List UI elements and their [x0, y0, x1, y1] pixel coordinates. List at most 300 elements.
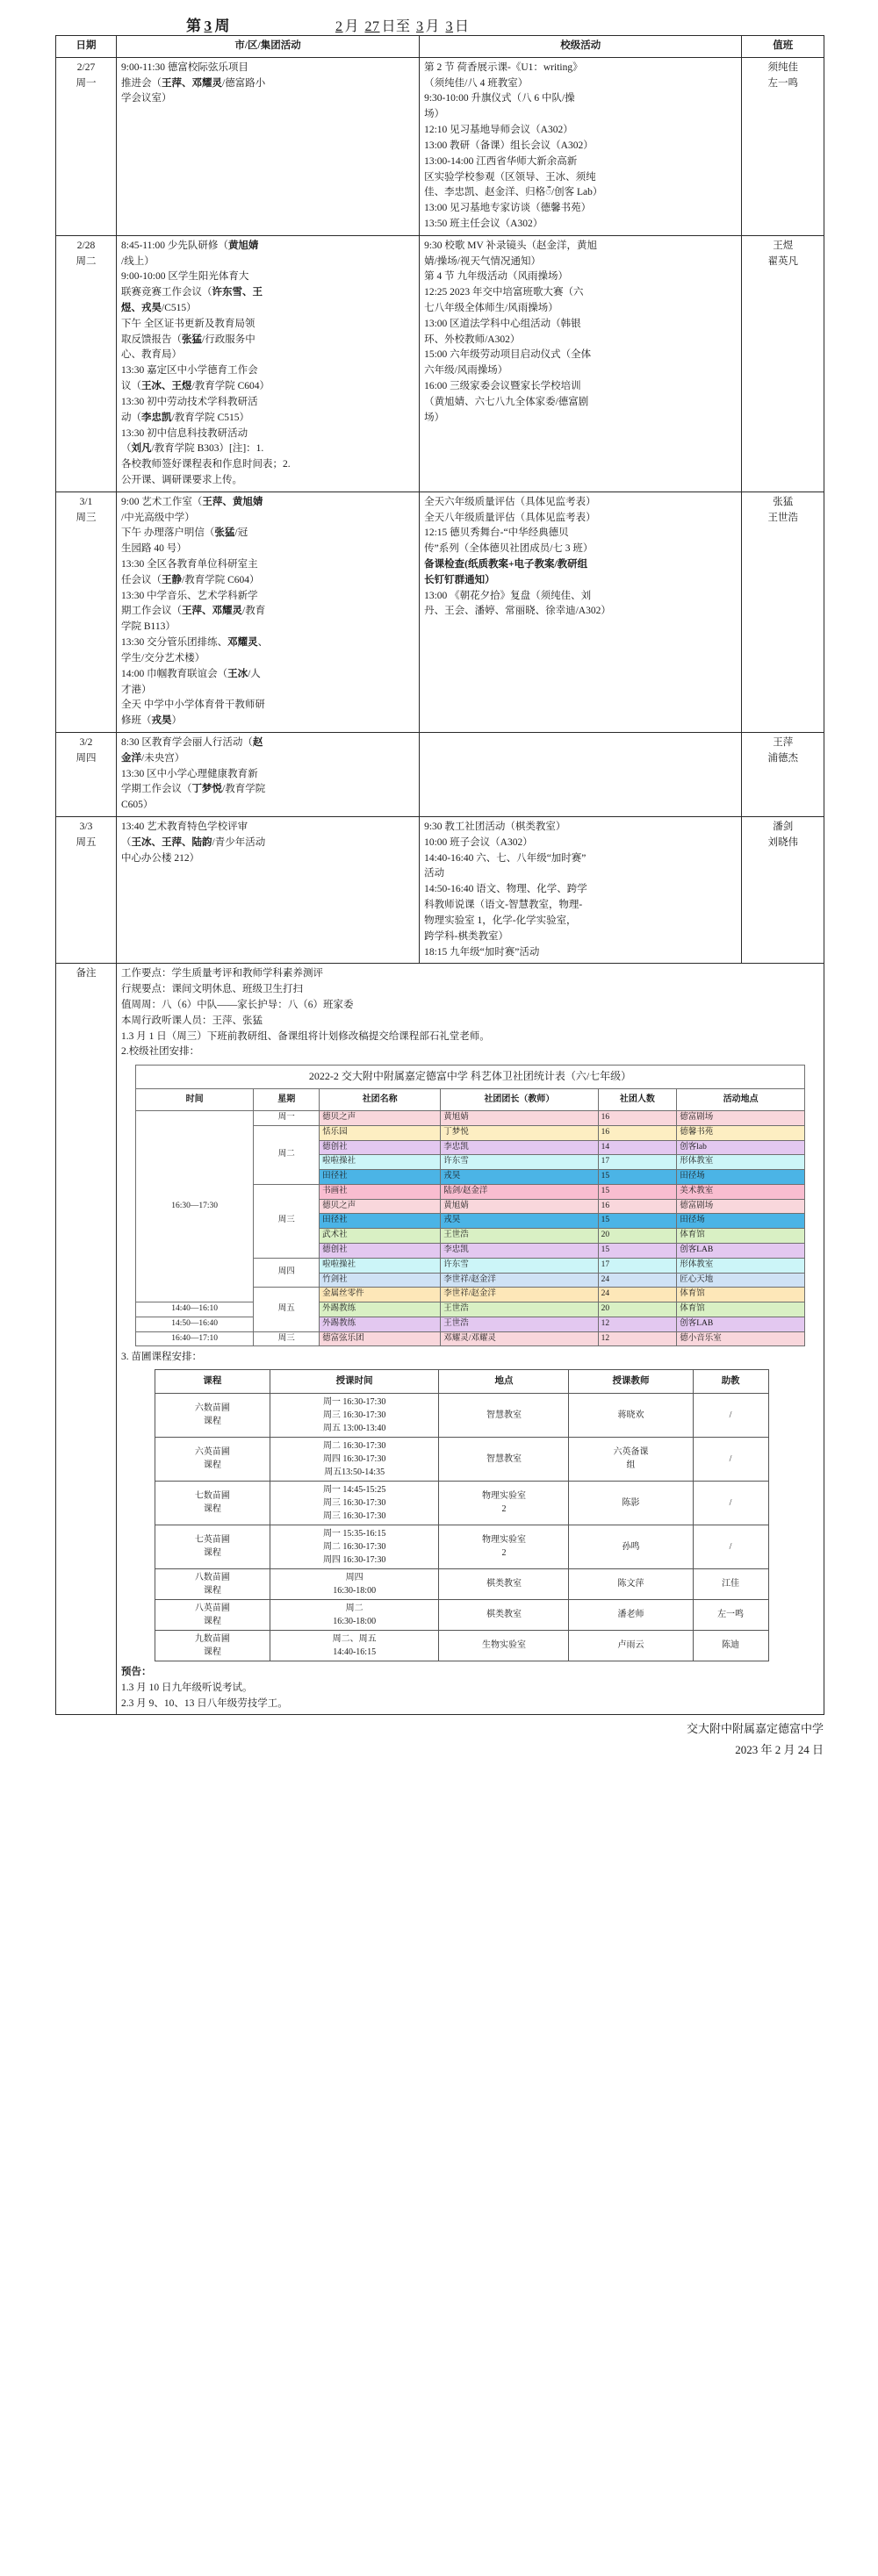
activity-line: 公开课、调研课要求上传。 — [121, 474, 243, 485]
course-row — [155, 1393, 769, 1437]
forecast-title: 预告： — [121, 1666, 152, 1677]
course-time — [270, 1393, 439, 1437]
activity-line: 13:30 区中小学心理健康教育新 — [121, 768, 258, 779]
cell-city-activity — [117, 817, 420, 964]
course-time — [270, 1630, 439, 1661]
activity-line: 9:30 教工社团活动（棋类教室） — [424, 822, 566, 832]
course-row — [155, 1481, 769, 1525]
course-name-line: 课程 — [203, 1417, 221, 1427]
club-place: 形体教室 — [677, 1155, 805, 1170]
course-assistant-line: / — [729, 1453, 732, 1464]
activity-line: C605） — [121, 800, 154, 811]
activity-line: 13:00 见习基地专家访谈（德馨书苑） — [424, 203, 592, 214]
club-leader: 许东雪 — [441, 1155, 598, 1170]
duty-name: 翟英凡 — [767, 255, 798, 267]
activity-line: 期工作会议（王萍、邓耀灵/教育 — [121, 606, 266, 617]
club-col-time: 时间 — [135, 1088, 253, 1111]
club-name: 外踢教练 — [320, 1302, 441, 1317]
club-place: 体育馆 — [677, 1229, 805, 1244]
club-count: 12 — [598, 1331, 677, 1346]
forecast-block — [121, 1665, 819, 1711]
course-assistant — [693, 1630, 768, 1661]
activity-line: （须纯佳/八 4 班教室） — [424, 77, 529, 89]
course-time — [270, 1481, 439, 1525]
course-time-line: 周三 16:30-17:30 — [322, 1497, 386, 1508]
date-line: 周四 — [76, 752, 97, 764]
activity-line: 18:15 九年级“加时赛”活动 — [424, 946, 540, 958]
course-name-line: 课程 — [203, 1504, 221, 1515]
course-teacher — [569, 1393, 693, 1437]
activity-line: 议（王冰、王煜/教育学院 C604） — [121, 381, 270, 392]
club-row — [135, 1331, 804, 1346]
course-name-line: 六英苗圃 — [194, 1447, 230, 1458]
activity-line: 婧/操场/视天气情况通知） — [424, 255, 541, 267]
activity-line: 13:30 全区各教育单位科研室主 — [121, 559, 258, 570]
course-section-note: 3. 苗圃课程安排： — [121, 1352, 203, 1363]
duty-name: 王萍 — [773, 736, 794, 748]
cell-city-activity — [117, 732, 420, 816]
course-time-line: 周一 15:35-16:15 — [322, 1528, 386, 1539]
course-teacher — [569, 1599, 693, 1630]
course-name-line: 课程 — [203, 1460, 221, 1471]
club-place: 匠心天地 — [677, 1273, 805, 1288]
course-name-line: 八英苗圃 — [194, 1603, 230, 1613]
course-assistant — [693, 1525, 768, 1568]
activity-line: /线上） — [121, 255, 155, 267]
club-place: 体育馆 — [677, 1288, 805, 1302]
course-place-line: 物理实验室 — [481, 1491, 526, 1502]
club-count: 15 — [598, 1170, 677, 1185]
club-name: 外踢教练 — [320, 1317, 441, 1331]
course-assistant — [693, 1599, 768, 1630]
course-name-line: 六数苗圃 — [194, 1403, 230, 1414]
club-leader: 王世浩 — [441, 1317, 598, 1331]
course-name — [155, 1481, 270, 1525]
club-table-body — [135, 1111, 804, 1346]
activity-line: 13:30 嘉定区中小学德育工作会 — [121, 365, 258, 377]
club-count: 12 — [598, 1317, 677, 1331]
forecast-line: 2.3 月 9、10、13 日八年级劳技学工。 — [121, 1697, 288, 1709]
course-assistant — [693, 1393, 768, 1437]
course-time-line: 周一 16:30-17:30 — [322, 1396, 386, 1407]
activity-line: 第 4 节 九年级活动（风雨操场） — [424, 271, 568, 283]
course-time-line: 14:40-16:15 — [333, 1647, 377, 1657]
club-count: 24 — [598, 1273, 677, 1288]
club-name: 德创社 — [320, 1243, 441, 1258]
club-col-name: 社团名称 — [320, 1088, 441, 1111]
course-assistant — [693, 1437, 768, 1481]
forecast-line: 1.3 月 10 日九年级听说考试。 — [121, 1682, 253, 1693]
document-footer — [54, 1719, 843, 1760]
activity-line: 9:00-11:30 德富校际弦乐项目 — [121, 61, 248, 73]
activity-line: 13:30 初中劳动技术学科教研活 — [121, 396, 258, 407]
activity-line: 15:00 六年级劳动项目启动仪式（全体 — [424, 349, 592, 361]
duty-name: 刘晓伟 — [767, 836, 798, 848]
course-assistant — [693, 1481, 768, 1525]
activity-line: 学会议室） — [121, 93, 172, 104]
activity-line: 14:40-16:40 六、七、八年级“加时赛” — [424, 852, 587, 864]
club-count: 16 — [598, 1125, 677, 1140]
club-weekday: 周一 — [254, 1111, 320, 1126]
activity-line: 13:00-14:00 江西省华师大新余高新 — [424, 155, 578, 167]
duty-name: 左一鸣 — [767, 77, 798, 89]
course-name-line: 八数苗圃 — [194, 1572, 230, 1582]
course-name-line: 课程 — [203, 1585, 221, 1596]
activity-line: 13:30 初中信息科技教研活动 — [121, 427, 248, 439]
course-time-line: 周四 16:30-17:30 — [322, 1453, 386, 1464]
club-weekday: 周三 — [254, 1184, 320, 1258]
activity-line: 下午 全区证书更新及教育局领 — [121, 318, 255, 329]
activity-line: 9:00-10:00 区学生阳光体育大 — [121, 271, 249, 283]
col-date: 日期 — [56, 36, 117, 58]
club-count: 20 — [598, 1229, 677, 1244]
duty-name: 张猛 — [773, 496, 794, 507]
weekly-schedule-table — [55, 35, 824, 1715]
activity-line: 下午 办理落户明信（张猛/冠 — [121, 527, 248, 539]
activity-line: 才港） — [121, 684, 152, 695]
course-row — [155, 1525, 769, 1568]
activity-line: 长钉钉群通知） — [424, 574, 495, 585]
course-header-row — [155, 1370, 769, 1394]
club-place: 体育馆 — [677, 1302, 805, 1317]
club-weekday: 周五 — [254, 1288, 320, 1331]
club-leader: 李忠凯 — [441, 1140, 598, 1155]
remark-line: 行规要点：课间文明休息、班级卫生打扫 — [121, 984, 304, 995]
cell-date — [56, 235, 117, 492]
table-body — [56, 57, 824, 964]
activity-line: 9:30-10:00 升旗仪式（八 6 中队/操 — [424, 93, 575, 104]
course-name — [155, 1393, 270, 1437]
club-name: 竹剑社 — [320, 1273, 441, 1288]
activity-line: 修班（戎昊） — [121, 715, 183, 727]
club-leader: 丁梦悦 — [441, 1125, 598, 1140]
course-teacher-line: 卢雨云 — [617, 1640, 644, 1651]
activity-line: 12:10 见习基地导师会议（A302） — [424, 125, 573, 136]
course-name — [155, 1630, 270, 1661]
date-line: 周二 — [76, 255, 97, 267]
course-time-line: 16:30-18:00 — [333, 1616, 377, 1626]
duty-name: 王煜 — [773, 240, 794, 251]
club-name: 啦啦操社 — [320, 1155, 441, 1170]
remarks-row — [56, 964, 824, 1715]
date-line: 3/3 — [79, 822, 93, 832]
club-leader: 黄旭婧 — [441, 1199, 598, 1214]
course-place — [439, 1481, 569, 1525]
col-city-activity: 市/区/集团活动 — [117, 36, 420, 58]
activity-line: 13:40 艺术教育特色学校评审 — [121, 822, 248, 832]
club-name: 德富弦乐团 — [320, 1331, 441, 1346]
course-name-line: 课程 — [203, 1548, 221, 1559]
course-time-line: 周三 16:30-17:30 — [322, 1410, 386, 1420]
club-place: 田径场 — [677, 1170, 805, 1185]
activity-line: 8:30 区教育学会丽人行活动（赵 — [121, 736, 263, 748]
club-leader: 王世浩 — [441, 1302, 598, 1317]
activity-line: 中心办公楼 212） — [121, 852, 200, 864]
activity-line: 推进会（王萍、邓耀灵/德富路小 — [121, 77, 266, 89]
club-weekday: 周四 — [254, 1258, 320, 1288]
course-col-assist: 助教 — [693, 1370, 768, 1394]
course-teacher — [569, 1630, 693, 1661]
date-line: 2/28 — [76, 240, 96, 251]
remarks-intro — [121, 966, 819, 1060]
course-time-line: 周四 16:30-17:30 — [322, 1554, 386, 1565]
club-weekday: 周三 — [254, 1331, 320, 1346]
nursery-course-table — [155, 1369, 769, 1661]
cell-duty — [742, 492, 824, 732]
activity-line: 传”系列（全体德贝社团成员/七 3 班） — [424, 543, 594, 555]
table-header-row — [56, 36, 824, 58]
club-time: 16:40—17:10 — [135, 1331, 253, 1346]
course-name — [155, 1568, 270, 1599]
week-label: 第 3 周 — [186, 18, 230, 34]
course-place — [439, 1437, 569, 1481]
activity-line: 12:15 德贝秀舞台-“中华经典德贝 — [424, 527, 569, 539]
club-place: 德富剧场 — [677, 1199, 805, 1214]
club-count: 15 — [598, 1214, 677, 1229]
course-place — [439, 1630, 569, 1661]
course-col-place: 地点 — [439, 1370, 569, 1394]
course-col-teacher: 授课教师 — [569, 1370, 693, 1394]
club-count: 20 — [598, 1302, 677, 1317]
club-name: 德贝之声 — [320, 1199, 441, 1214]
club-place: 德小音乐室 — [677, 1331, 805, 1346]
course-time-line: 周一 14:45-15:25 — [322, 1484, 386, 1495]
activity-line: 六年级/风雨操场） — [424, 365, 508, 377]
date-line: 3/2 — [79, 736, 93, 748]
club-place: 德馨书苑 — [677, 1125, 805, 1140]
club-row — [135, 1317, 804, 1331]
club-col-place: 活动地点 — [677, 1088, 805, 1111]
club-time: 14:50—16:40 — [135, 1317, 253, 1331]
club-leader: 陆剑/赵金洋 — [441, 1184, 598, 1199]
club-name: 田径社 — [320, 1214, 441, 1229]
club-name: 武术社 — [320, 1229, 441, 1244]
course-assistant-line: 左一鸣 — [717, 1610, 745, 1620]
club-title-row — [135, 1066, 804, 1088]
course-place — [439, 1525, 569, 1568]
course-teacher-line: 孙鸣 — [622, 1541, 640, 1552]
club-count: 17 — [598, 1155, 677, 1170]
activity-line: 第 2 节 荷香展示课-《U1：writing》 — [424, 61, 583, 73]
course-time-line: 周二 16:30-17:30 — [322, 1541, 386, 1552]
course-time-line: 周二、周五 — [332, 1633, 377, 1644]
course-place-line: 2 — [501, 1548, 507, 1559]
activity-line: /中光高级中学） — [121, 512, 195, 523]
col-school-activity: 校级活动 — [420, 36, 742, 58]
course-table-body — [155, 1393, 769, 1661]
remarks-content — [117, 964, 824, 1715]
course-assistant-line: / — [729, 1497, 732, 1508]
club-name: 啦啦操社 — [320, 1258, 441, 1273]
cell-date — [56, 817, 117, 964]
course-teacher-line: 六英备课 — [613, 1447, 649, 1458]
club-name: 金属丝零件 — [320, 1288, 441, 1302]
footer-organization: 交大附中附属嘉定德富中学 — [686, 1722, 824, 1736]
course-assistant-line: / — [729, 1410, 732, 1420]
course-time-line: 周二 — [345, 1603, 363, 1613]
document-header — [54, 5, 825, 35]
club-count: 14 — [598, 1140, 677, 1155]
club-table-title: 2022-2 交大附中附属嘉定德富中学 科艺体卫社团统计表（六/七年级） — [135, 1066, 804, 1088]
activity-line: （王冰、王萍、陆韵/青少年活动 — [121, 836, 266, 848]
club-name: 恬乐园 — [320, 1125, 441, 1140]
course-name-line: 七英苗圃 — [194, 1535, 230, 1546]
course-place-line: 棋类教室 — [486, 1610, 522, 1620]
remarks-label: 备注 — [56, 964, 117, 1715]
activity-line: 科教师说课（语文-智慧教室，物理- — [424, 900, 583, 911]
course-teacher — [569, 1481, 693, 1525]
col-duty: 值班 — [742, 36, 824, 58]
club-place: 创客lab — [677, 1140, 805, 1155]
cell-date — [56, 732, 117, 816]
activity-line: 9:00 艺术工作室（王萍、黄旭婧 — [121, 496, 263, 507]
course-teacher-line: 蒋晓欢 — [617, 1410, 644, 1420]
activity-line: 跨学科-棋类教室） — [424, 930, 508, 942]
date-line: 2/27 — [76, 61, 96, 73]
schedule-row — [56, 732, 824, 816]
club-count: 15 — [598, 1243, 677, 1258]
club-row — [135, 1111, 804, 1126]
activity-line: 联赛竞赛工作会议（许东雪、王 — [121, 287, 263, 298]
course-time-line: 周三 16:30-17:30 — [322, 1510, 386, 1521]
course-time — [270, 1599, 439, 1630]
course-place-line: 物理实验室 — [481, 1535, 526, 1546]
schedule-row — [56, 235, 824, 492]
cell-duty — [742, 235, 824, 492]
activity-line: 丹、王会、潘婷、常丽晓、徐幸迪/A302） — [424, 606, 611, 617]
course-name — [155, 1599, 270, 1630]
activity-line: 9:30 校歌 MV 补录镜头（赵金洋，黄旭 — [424, 240, 598, 251]
activity-line: 13:30 中学音乐、艺术学科新学 — [121, 590, 258, 601]
activity-line: 取反馈报告（张猛/行政服务中 — [121, 334, 255, 345]
activity-line: 环、外校教师/A302） — [424, 334, 521, 345]
club-place: 形体教室 — [677, 1258, 805, 1273]
course-time-line: 16:30-18:00 — [333, 1585, 377, 1596]
cell-school-activity — [420, 817, 742, 964]
schedule-row — [56, 57, 824, 235]
activity-line: 活动 — [424, 868, 445, 879]
activity-line: 学院 B113） — [121, 621, 176, 633]
cell-school-activity — [420, 57, 742, 235]
date-line: 3/1 — [79, 496, 93, 507]
cell-city-activity — [117, 235, 420, 492]
activity-line: 场） — [424, 412, 445, 423]
club-place: 创客LAB — [677, 1243, 805, 1258]
course-place-line: 棋类教室 — [486, 1579, 522, 1589]
club-time: 14:40—16:10 — [135, 1302, 253, 1317]
activity-line: 煜、戎昊/C515） — [121, 303, 197, 313]
club-time: 16:30—17:30 — [135, 1111, 253, 1302]
course-teacher-line: 潘老师 — [617, 1610, 644, 1620]
club-count: 16 — [598, 1199, 677, 1214]
activity-line: 16:00 三级家委会议暨家长学校培训 — [424, 381, 581, 392]
activity-line: 全天 中学中小学体育骨干教师研 — [121, 700, 265, 711]
cell-duty — [742, 817, 824, 964]
activity-line: 14:00 巾帼教育联谊会（王冰/人 — [121, 668, 261, 679]
club-place: 创客LAB — [677, 1317, 805, 1331]
club-row — [135, 1302, 804, 1317]
club-leader: 许东雪 — [441, 1258, 598, 1273]
cell-school-activity — [420, 235, 742, 492]
activity-line: 心、教育局） — [121, 349, 183, 361]
cell-city-activity — [117, 492, 420, 732]
activity-line: 全天六年级质量评估（具体见监考表） — [424, 496, 596, 507]
activity-line: 场） — [424, 109, 445, 120]
course-assistant — [693, 1568, 768, 1599]
club-leader: 黄旭婧 — [441, 1111, 598, 1126]
course-assistant-line: 陈迪 — [722, 1640, 740, 1651]
club-name: 田径社 — [320, 1170, 441, 1185]
activity-line: 全天八年级质量评估（具体见监考表） — [424, 512, 596, 523]
course-place-line: 智慧教室 — [486, 1410, 522, 1420]
course-teacher-line: 组 — [626, 1460, 636, 1471]
course-time — [270, 1568, 439, 1599]
schedule-row — [56, 492, 824, 732]
cell-school-activity — [420, 492, 742, 732]
date-line: 周三 — [76, 512, 97, 523]
remark-line: 工作要点：学生质量考评和教师学科素养测评 — [121, 968, 324, 979]
club-header-row — [135, 1088, 804, 1111]
cell-duty — [742, 57, 824, 235]
club-count: 24 — [598, 1288, 677, 1302]
activity-line: 动（李忠凯/教育学院 C515） — [121, 412, 250, 423]
course-assistant-line: 江佳 — [722, 1579, 740, 1589]
course-time-line: 周五13:50-14:35 — [324, 1467, 385, 1477]
cell-date — [56, 492, 117, 732]
activity-line: 任会议（王静/教育学院 C604） — [121, 574, 260, 585]
activity-line: 七八年级全体师生/风雨操场） — [424, 303, 558, 313]
course-row — [155, 1599, 769, 1630]
activity-line: 学期工作会议（丁梦悦/教育学院 — [121, 784, 266, 795]
activity-line: 区实验学校参观（区领导、王冰、须纯 — [424, 171, 596, 183]
club-place: 田径场 — [677, 1214, 805, 1229]
date-line: 周一 — [76, 77, 97, 89]
duty-name: 王世浩 — [767, 512, 798, 523]
footer-date: 2023 年 2 月 24 日 — [735, 1742, 824, 1756]
remark-line: 值周周：八（6）中队——家长护导：八（6）班家委 — [121, 999, 354, 1010]
course-name — [155, 1525, 270, 1568]
club-name: 德贝之声 — [320, 1111, 441, 1126]
club-count: 17 — [598, 1258, 677, 1273]
cell-school-activity — [420, 732, 742, 816]
duty-name: 浦德杰 — [767, 752, 798, 764]
course-time — [270, 1525, 439, 1568]
cell-date — [56, 57, 117, 235]
course-time-line: 周四 — [345, 1572, 363, 1582]
course-row — [155, 1437, 769, 1481]
course-teacher — [569, 1525, 693, 1568]
course-name-line: 七数苗圃 — [194, 1491, 230, 1502]
club-col-leader: 社团团长（教师） — [441, 1088, 598, 1111]
course-place-line: 生物实验室 — [481, 1640, 526, 1651]
activity-line: 金洋/未央宫） — [121, 752, 185, 764]
club-leader: 戎昊 — [441, 1214, 598, 1229]
remark-line: 2.校级社团安排： — [121, 1046, 200, 1058]
club-col-count: 社团人数 — [598, 1088, 677, 1111]
activity-line: 12:25 2023 年交中培富班歌大赛（六 — [424, 287, 584, 298]
course-teacher-line: 陈影 — [622, 1497, 640, 1508]
remark-line: 1.3 月 1 日（周三）下班前教研组、备课组将计划修改稿提交给课程部石礼堂老师。 — [121, 1030, 490, 1042]
activity-line: 各校教师签好课程表和作息时间表；2. — [121, 459, 291, 470]
course-place — [439, 1393, 569, 1437]
remarks-body — [56, 964, 824, 1715]
club-leader: 王世浩 — [441, 1229, 598, 1244]
activity-line: 8:45-11:00 少先队研修（黄旭婧 — [121, 240, 259, 251]
course-row — [155, 1630, 769, 1661]
course-place-line: 智慧教室 — [486, 1453, 522, 1464]
course-name-line: 九数苗圃 — [194, 1633, 230, 1644]
activity-line: 13:00 《朝花夕拾》复盘（须纯佳、刘 — [424, 590, 592, 601]
